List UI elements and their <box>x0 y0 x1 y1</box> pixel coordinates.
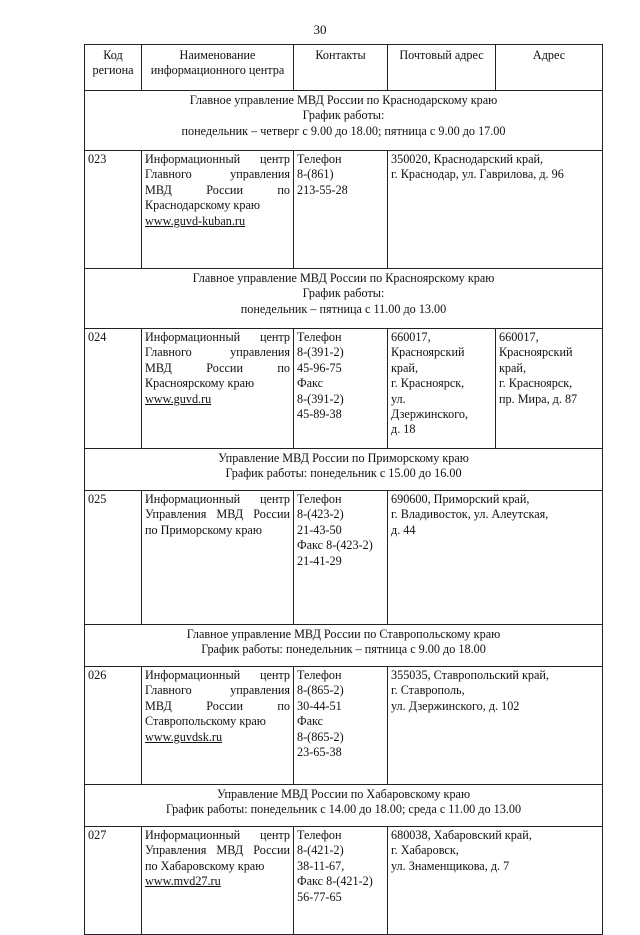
contact-line: 8-(391-2) <box>297 391 344 406</box>
section-header <box>85 785 603 827</box>
center-name-line: Информационный центр <box>145 152 290 166</box>
postal-address-line: д. 18 <box>391 422 416 437</box>
contacts-cell <box>294 151 388 269</box>
postal-address-line: 350020, Краснодарский край, <box>391 152 544 166</box>
website-link[interactable]: www.guvd-kuban.ru <box>145 213 246 228</box>
center-name-line: МВД России по <box>145 360 290 375</box>
contact-line: Телефон <box>297 152 342 166</box>
postal-address-line: г. Владивосток, ул. Алеутская, <box>391 507 549 522</box>
postal-address-line: Красноярский <box>391 345 465 360</box>
header-postal: Почтовый адрес <box>388 45 496 91</box>
center-name-line: Главного управления <box>145 683 290 698</box>
postal-address-cell <box>388 491 603 625</box>
contact-line: 23-65-38 <box>297 745 342 760</box>
center-name-line: Информационный центр <box>145 828 290 842</box>
header-name <box>142 45 294 91</box>
postal-address-line: ул. Дзержинского, д. 102 <box>391 698 520 713</box>
section-header-row <box>85 269 603 329</box>
postal-address-line: край, <box>391 360 418 375</box>
section-header-line: График работы: понедельник – пятница с 9.00 до 18.00 <box>201 642 486 657</box>
contact-line: 8-(865-2) <box>297 683 344 698</box>
contact-line: 21-41-29 <box>297 553 342 568</box>
header-address: Адрес <box>496 45 603 91</box>
center-name-line: Управления МВД России <box>145 843 290 858</box>
section-header-line: понедельник – пятница с 11.00 до 13.00 <box>240 301 447 316</box>
contact-line: 56-77-65 <box>297 889 342 904</box>
center-name <box>142 491 294 625</box>
contact-line: Телефон <box>297 668 342 682</box>
section-header-row <box>85 91 603 151</box>
address-line: Красноярский <box>499 345 573 360</box>
section-header-line: понедельник – четверг с 9.00 до 18.00; пятница с 9.00 до 17.00 <box>181 123 506 138</box>
contacts-cell <box>294 329 388 449</box>
table-row <box>85 667 603 785</box>
postal-address-line: ул. Знаменщикова, д. 7 <box>391 858 510 873</box>
contact-line: Факс <box>297 714 324 729</box>
page-number: 30 <box>313 22 327 37</box>
contacts-cell <box>294 491 388 625</box>
postal-address-line: г. Хабаровск, <box>391 843 459 858</box>
region-code: 025 <box>85 491 142 625</box>
contact-line: 8-(391-2) <box>297 345 344 360</box>
postal-address-line: Дзержинского, <box>391 407 469 422</box>
header-contacts: Контакты <box>294 45 388 91</box>
center-name-line: МВД России по <box>145 698 290 713</box>
contact-line: 8-(421-2) <box>297 843 344 858</box>
header-name-line-1: Наименование <box>179 48 256 62</box>
section-header-line: График работы: <box>302 286 385 301</box>
postal-address-line: 660017, <box>391 330 431 344</box>
center-name-line: Главного управления <box>145 167 290 182</box>
website-link[interactable]: www.guvdsk.ru <box>145 729 223 744</box>
center-name-line: Информационный центр <box>145 330 290 344</box>
section-header-row <box>85 449 603 491</box>
address-cell <box>496 329 603 449</box>
section-header-line: Главное управление МВД России по Красноярскому краю <box>192 271 495 285</box>
postal-address-line: 680038, Хабаровский край, <box>391 828 532 842</box>
center-name-line: МВД России по <box>145 182 290 197</box>
postal-address-cell <box>388 667 603 785</box>
section-header-line: График работы: <box>302 108 385 123</box>
contact-line: 8-(423-2) <box>297 507 344 522</box>
contact-line: 21-43-50 <box>297 522 342 537</box>
center-name-line: по Приморскому краю <box>145 522 262 537</box>
section-header-line: Главное управление МВД России по Ставропольскому краю <box>186 627 501 641</box>
center-name-line: Информационный центр <box>145 668 290 682</box>
center-name-line: Главного управления <box>145 345 290 360</box>
contact-line: Телефон <box>297 828 342 842</box>
center-name <box>142 827 294 935</box>
section-header-line: Управление МВД России по Хабаровскому краю <box>216 787 471 801</box>
region-code: 027 <box>85 827 142 935</box>
contact-line: Факс <box>297 376 324 391</box>
postal-address-line: г. Краснодар, ул. Гаврилова, д. 96 <box>391 167 564 182</box>
contacts-cell <box>294 827 388 935</box>
contact-line: 8-(861) <box>297 167 334 182</box>
region-code: 026 <box>85 667 142 785</box>
center-name <box>142 151 294 269</box>
postal-address-line: ул. <box>391 391 406 406</box>
postal-address-line: 355035, Ставропольский край, <box>391 668 549 682</box>
address-line: 660017, <box>499 330 539 344</box>
address-line: г. Красноярск, <box>499 376 573 391</box>
contact-line: Телефон <box>297 492 342 506</box>
section-header-line: График работы: понедельник с 14.00 до 18.00; среда с 11.00 до 13.00 <box>165 802 522 817</box>
header-row <box>85 45 603 91</box>
table-row <box>85 491 603 625</box>
center-name <box>142 667 294 785</box>
contacts-cell <box>294 667 388 785</box>
postal-address-line: д. 44 <box>391 522 416 537</box>
center-name-line: Краснодарскому краю <box>145 198 260 213</box>
section-header-line: Управление МВД России по Приморскому краю <box>218 451 469 465</box>
website-link[interactable]: www.mvd27.ru <box>145 874 221 889</box>
contact-line: 30-44-51 <box>297 698 342 713</box>
center-name-line: по Хабаровскому краю <box>145 858 265 873</box>
section-header-line: Главное управление МВД России по Краснодарскому краю <box>189 93 498 107</box>
postal-address-cell <box>388 329 496 449</box>
section-header <box>85 269 603 329</box>
center-name-line: Управления МВД России <box>145 507 290 522</box>
address-line: пр. Мира, д. 87 <box>499 391 578 406</box>
header-code-line-1: Код <box>103 48 123 62</box>
center-name-line: Ставропольскому краю <box>145 714 266 729</box>
contact-line: 213-55-28 <box>297 182 348 197</box>
center-name-line: Красноярскому краю <box>145 376 255 391</box>
section-header <box>85 625 603 667</box>
postal-address-cell <box>388 827 603 935</box>
contact-line: Факс 8-(423-2) <box>297 538 373 553</box>
table-row <box>85 151 603 269</box>
website-link[interactable]: www.guvd.ru <box>145 391 212 406</box>
section-header <box>85 449 603 491</box>
header-code <box>85 45 142 91</box>
address-line: край, <box>499 360 526 375</box>
postal-address-line: г. Ставрополь, <box>391 683 465 698</box>
region-code: 024 <box>85 329 142 449</box>
section-header-row <box>85 785 603 827</box>
section-header <box>85 91 603 151</box>
center-name <box>142 329 294 449</box>
section-header-line: График работы: понедельник с 15.00 до 16.00 <box>225 466 462 481</box>
header-name-line-2: информационного центра <box>150 63 285 78</box>
header-code-line-2: региона <box>92 63 134 78</box>
section-header-row <box>85 625 603 667</box>
info-centers-table <box>84 44 603 935</box>
table-row <box>85 329 603 449</box>
postal-address-line: 690600, Приморский край, <box>391 492 530 506</box>
postal-address-cell <box>388 151 603 269</box>
table-row <box>85 827 603 935</box>
contact-line: Телефон <box>297 330 342 344</box>
contact-line: 38-11-67, <box>297 858 345 873</box>
contact-line: 8-(865-2) <box>297 729 344 744</box>
contact-line: Факс 8-(421-2) <box>297 874 373 889</box>
contact-line: 45-89-38 <box>297 407 342 422</box>
center-name-line: Информационный центр <box>145 492 290 506</box>
contact-line: 45-96-75 <box>297 360 342 375</box>
region-code: 023 <box>85 151 142 269</box>
postal-address-line: г. Красноярск, <box>391 376 465 391</box>
